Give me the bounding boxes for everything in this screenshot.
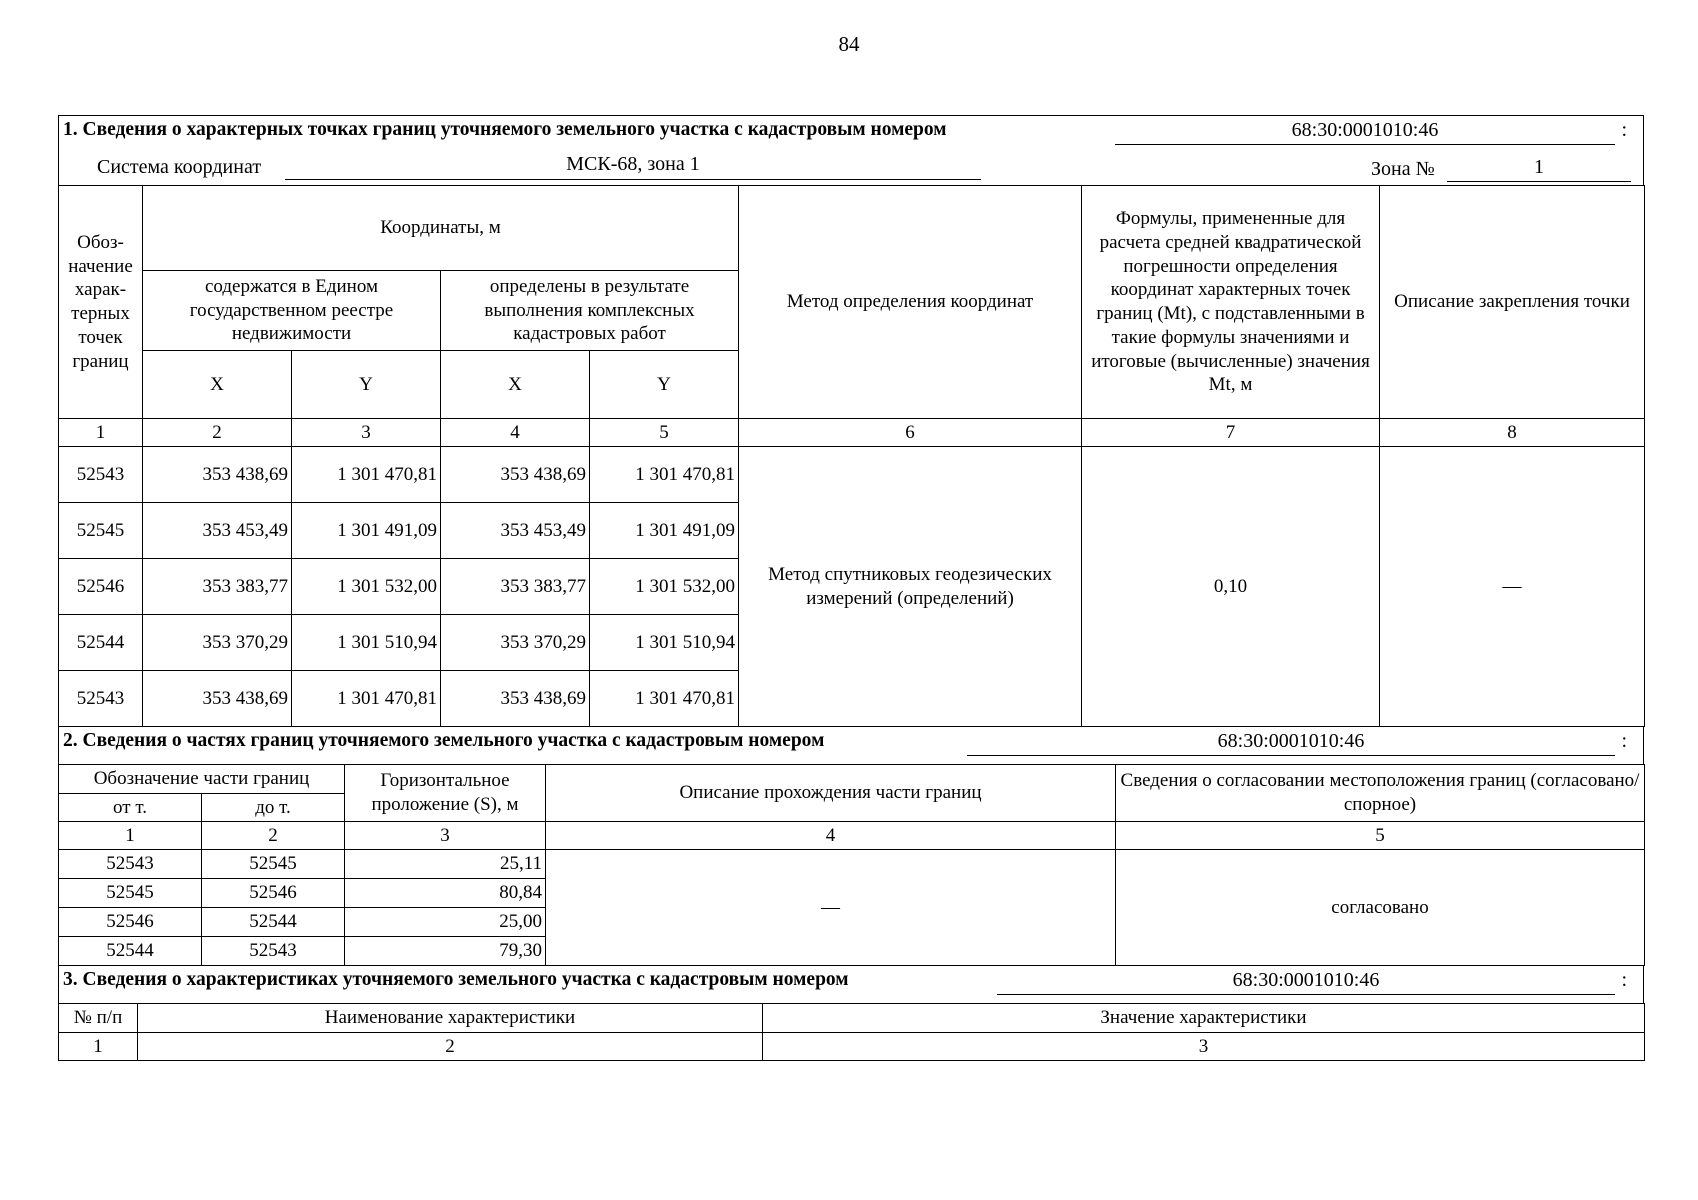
col-number: 3 <box>292 419 441 447</box>
table-row <box>59 850 1645 879</box>
col-number: 2 <box>138 1033 763 1061</box>
characteristics-table <box>58 1003 1645 1061</box>
from-point: 52543 <box>59 850 202 879</box>
col-number: 2 <box>143 419 292 447</box>
page-number: 84 <box>838 32 860 56</box>
egrn-y: 1 301 532,00 <box>292 559 441 615</box>
section3-title: 3. Сведения о характеристиках уточняемого земельного участка с кадастровым номером <box>63 969 849 990</box>
egrn-y: 1 301 470,81 <box>292 671 441 727</box>
from-point: 52545 <box>59 879 202 908</box>
to-header: до т. <box>202 794 345 822</box>
egrn-y: 1 301 470,81 <box>292 447 441 503</box>
coord-system-label: Система координат <box>97 156 262 178</box>
egrn-y: 1 301 491,09 <box>292 503 441 559</box>
determined-y: 1 301 491,09 <box>590 503 739 559</box>
egrn-x: 353 453,49 <box>143 503 292 559</box>
section3-cadastral-number: 68:30:0001010:46 <box>997 969 1615 995</box>
determined-x: 353 438,69 <box>441 671 590 727</box>
col-number: 8 <box>1380 419 1645 447</box>
col-number: 4 <box>441 419 590 447</box>
mt-value: 0,10 <box>1082 447 1380 727</box>
egrn-x: 353 438,69 <box>143 447 292 503</box>
determined-y: 1 301 510,94 <box>590 615 739 671</box>
egrn-x: 353 383,77 <box>143 559 292 615</box>
coordinate-system-row <box>58 153 1644 185</box>
horizontal-distance: 25,11 <box>345 850 546 879</box>
determined-x: 353 370,29 <box>441 615 590 671</box>
passage-header: Описание прохождения части границ <box>546 765 1116 822</box>
point-id: 52546 <box>59 559 143 615</box>
col-number: 5 <box>590 419 739 447</box>
determined-y: 1 301 470,81 <box>590 671 739 727</box>
designation-header: Обоз-начение харак-терных точек границ <box>59 186 143 419</box>
col-number: 2 <box>202 822 345 850</box>
col-number: 3 <box>763 1033 1645 1061</box>
section1-cadastral-number: 68:30:0001010:46 <box>1115 119 1615 145</box>
characteristic-value-header: Значение характеристики <box>763 1004 1645 1033</box>
point-id: 52543 <box>59 671 143 727</box>
egrn-x: 353 370,29 <box>143 615 292 671</box>
section1-title: 1. Сведения о характерных точках границ уточняемого земельного участка с кадастровым номером <box>63 119 947 140</box>
passage-value: — <box>546 850 1116 966</box>
col-number: 7 <box>1082 419 1380 447</box>
egrn-x: 353 438,69 <box>143 671 292 727</box>
coord-system-value: МСК-68, зона 1 <box>285 153 981 180</box>
horizontal-distance: 25,00 <box>345 908 546 937</box>
formulas-header: Формулы, примененные для расчета средней квадратической погрешности определения координат характерных точек границ (Mt), с подставленными в такие формулы значениями и итоговые (вычисленные) значения Mt, м <box>1082 186 1380 419</box>
horizontal-distance: 79,30 <box>345 937 546 966</box>
method-header: Метод определения координат <box>739 186 1082 419</box>
section2-header <box>58 727 1644 764</box>
section2-colon: : <box>1621 730 1627 752</box>
coordinates-header: Координаты, м <box>143 186 739 271</box>
point-id: 52544 <box>59 615 143 671</box>
col-number: 1 <box>59 1033 138 1061</box>
section3-header <box>58 966 1644 1003</box>
num-header: № п/п <box>59 1004 138 1033</box>
col-number: 4 <box>546 822 1116 850</box>
zone-label: Зона № <box>1371 158 1435 180</box>
from-point: 52546 <box>59 908 202 937</box>
characteristic-name-header: Наименование характеристики <box>138 1004 763 1033</box>
section1-colon: : <box>1621 119 1627 141</box>
to-point: 52545 <box>202 850 345 879</box>
determined-x: 353 453,49 <box>441 503 590 559</box>
determined-x: 353 383,77 <box>441 559 590 615</box>
fixing-description-header: Описание закрепления точки <box>1380 186 1645 419</box>
point-id: 52543 <box>59 447 143 503</box>
section2-cadastral-number: 68:30:0001010:46 <box>967 730 1615 756</box>
determined-x: 353 438,69 <box>441 447 590 503</box>
determined-header: определены в результате выполнения комплексных кадастровых работ <box>441 271 739 351</box>
from-header: от т. <box>59 794 202 822</box>
x-header: X <box>143 351 292 419</box>
parts-table <box>58 764 1645 966</box>
col-number: 3 <box>345 822 546 850</box>
zone-value: 1 <box>1447 156 1631 182</box>
to-point: 52543 <box>202 937 345 966</box>
horizontal-distance: 80,84 <box>345 879 546 908</box>
col-number: 1 <box>59 822 202 850</box>
section2-title: 2. Сведения о частях границ уточняемого земельного участка с кадастровым номером <box>63 730 825 751</box>
table-row <box>59 447 1645 503</box>
determined-y: 1 301 470,81 <box>590 447 739 503</box>
col-number: 5 <box>1116 822 1645 850</box>
y-header: Y <box>590 351 739 419</box>
agreement-value: согласовано <box>1116 850 1645 966</box>
cadastral-document <box>58 115 1644 1061</box>
col-number: 1 <box>59 419 143 447</box>
to-point: 52546 <box>202 879 345 908</box>
col-number: 6 <box>739 419 1082 447</box>
determined-y: 1 301 532,00 <box>590 559 739 615</box>
method-value: Метод спутниковых геодезических измерений (определений) <box>739 447 1082 727</box>
agreement-header: Сведения о согласовании местоположения границ (согласовано/спорное) <box>1116 765 1645 822</box>
egrn-header: содержатся в Едином государственном реестре недвижимости <box>143 271 441 351</box>
x-header: X <box>441 351 590 419</box>
from-point: 52544 <box>59 937 202 966</box>
point-id: 52545 <box>59 503 143 559</box>
y-header: Y <box>292 351 441 419</box>
horizontal-header: Горизонтальное проложение (S), м <box>345 765 546 822</box>
points-table <box>58 185 1645 727</box>
section1-header <box>58 115 1644 153</box>
fixing-value: — <box>1380 447 1645 727</box>
egrn-y: 1 301 510,94 <box>292 615 441 671</box>
section3-colon: : <box>1621 969 1627 991</box>
part-designation-header: Обозначение части границ <box>59 765 345 794</box>
to-point: 52544 <box>202 908 345 937</box>
